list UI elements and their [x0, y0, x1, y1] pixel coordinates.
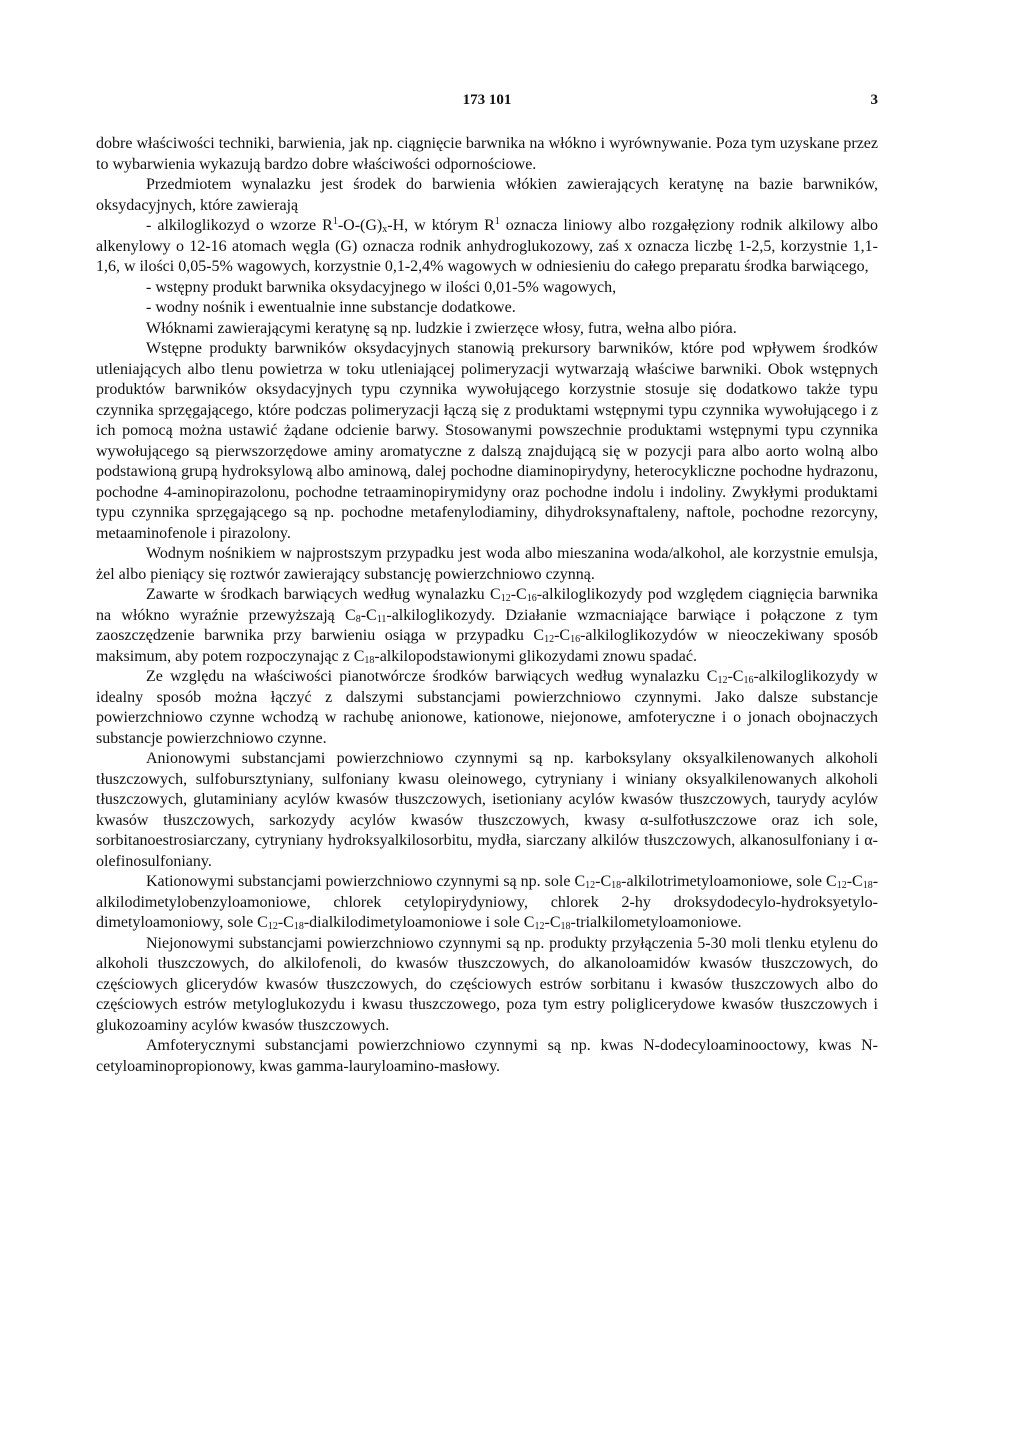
subscript: 16: [526, 593, 537, 604]
text-run: -C: [277, 914, 294, 931]
text-run: Kationowymi substancjami powierzchniowo czynnymi są np. sole C: [146, 873, 586, 890]
text-run: Przedmiotem wynalazku jest środek do barwienia włókien zawierających keratynę na bazie barwników, oksydacyjnych, które zawierają: [96, 176, 878, 214]
subscript: 16: [570, 634, 581, 645]
subscript: 18: [611, 880, 622, 891]
text-run: - wodny nośnik i ewentualnie inne substancje dodatkowe.: [146, 299, 516, 316]
document-body: [96, 134, 878, 1077]
text-run: - wstępny produkt barwnika oksydacyjnego w ilości 0,01-5% wagowych,: [146, 278, 617, 296]
text-run: -trialkilometyloamoniowe.: [570, 914, 742, 931]
text-run: -alkiloglikozydy pod względem ciągnięcia barwnika na włókno wyraźnie przewyższają C: [96, 586, 879, 624]
subscript: 18: [862, 880, 873, 891]
text-run: -C: [595, 873, 612, 890]
subscript: 12: [544, 634, 555, 645]
paragraph: [96, 319, 878, 340]
text-run: -alkiloglikozydów w nieoczekiwany sposób maksimum, aby potem rozpoczynając z C: [96, 627, 879, 665]
text-run: -C: [510, 586, 527, 603]
paragraph: [96, 585, 878, 667]
subscript: 12: [836, 880, 847, 891]
text-run: Niejonowymi substancjami powierzchniowo czynnymi są np. produkty przyłączenia 5-30 moli tlenku etylenu do alkoholi tłuszczowych, do alkilofenoli, do kwasów tłuszczowych, do alkanoloamidów kwasów tłuszczowych, do częściowych glicerydów kwasów tłuszczowych, do częściowych estrów sorbitanu i kwasów tłuszczowych albo do częściowych estrów metyloglukozydu i kwasu tłuszczowego, poza tym estry poliglicerydowe kwasów tłuszczowych i glukozoaminy acylów kwasów tłuszczowych.: [96, 934, 878, 1034]
text-run: -C: [360, 606, 377, 624]
text-run: -alkiloglikozydy. Działanie wzmacniające barwiące i połączone z tym zaoszczędzenie barwnika przy barwieniu osiąga w przypadku C: [96, 606, 878, 644]
subscript: 16: [743, 675, 754, 686]
paragraph: [96, 544, 878, 585]
text-run: -C: [554, 627, 571, 644]
paragraph: [96, 339, 878, 544]
paragraph: [96, 872, 878, 934]
text-run: -O-(G): [337, 217, 383, 234]
list-item: [96, 278, 878, 299]
patent-number: 173 101: [462, 92, 512, 108]
page-number: 3: [870, 92, 878, 108]
text-run: -alkilopodstawionymi glikozydami znowu spadać.: [374, 647, 697, 665]
text-run: Wstępne produkty barwników oksydacyjnych stanowią prekursory barwników, które pod wpływem środków utleniających albo tlenu powietrza w toku utleniającej polimeryzacji wytwarzają właściwe barwniki. Obok wstępnych produktów barwników oksydacyjnych typu czynnika wywołującego korzystnie stosuje się dodatkowo także typu czynnika sprzęgającego, które podczas polimeryzacji łączą się z produktami wstępnymi typu czynnika wywołującego i z ich pomocą można ustawić żądane odcienie barwy. Stosowanymi powszechnie produktami wstępnymi typu czynnika wywołującego są pierwszorzędowe aminy aromatyczne z dalszą znajdującą się w pozycji para albo aorto wolną albo podstawioną grupą hydroksylową albo aminową, dalej pochodne diaminopirydyny, heterocykliczne pochodne hydrazonu, pochodne 4-aminopirazolonu, pochodne tetraaminopirymidyny oraz pochodne indolu i indoliny. Zwykłymi produktami typu czynnika sprzęgającego są np. pochodne metafenylodiaminy, dihydroksynaftaleny, naftole, pochodne rezorcyny, metaaminofenole i pirazolony.: [96, 340, 878, 542]
list-item: [96, 216, 878, 278]
text-run: oznacza liniowy albo rozgałęziony rodnik alkilowy albo alkenylowy o 12-16 atomach węgla (G) oznacza rodnik anhydroglukozowy, zaś x oznacza liczbę 1-2,5, korzystnie 1,1-1,6, w ilości 0,05-5% wagowych, korzystnie 0,1-2,4% wagowych w odniesieniu do całego preparatu środka barwiącego,: [96, 217, 879, 275]
text-run: Włóknami zawierającymi keratynę są np. ludzkie i zwierzęce włosy, futra, wełna albo pióra.: [146, 319, 737, 337]
superscript: 1: [494, 216, 500, 227]
subscript: 12: [500, 593, 511, 604]
subscript: x: [382, 224, 388, 235]
text-run: -C: [846, 873, 863, 890]
text-run: Ze względu na właściwości pianotwórcze środków barwiących według wynalazku C: [146, 668, 718, 685]
paragraph: [96, 175, 878, 216]
paragraph: [96, 667, 878, 749]
subscript: 12: [585, 880, 596, 891]
text-run: Wodnym nośnikiem w najprostszym przypadku jest woda albo mieszanina woda/alkohol, ale korzystnie emulsja, żel albo pieniący się roztwór zawierający substancję powierzchniowo czynną.: [96, 545, 878, 583]
paragraph: [96, 934, 878, 1037]
subscript: 18: [364, 654, 375, 666]
subscript: 18: [293, 921, 304, 932]
text-run: Amfoterycznymi substancjami powierzchniowo czynnymi są np. kwas N-dodecyloaminooctowy, kwas N-cetyloaminopropionowy, kwas gamma-lauryloamino-masłowy.: [96, 1037, 878, 1075]
subscript: 18: [560, 921, 571, 932]
page-header: [96, 92, 878, 116]
paragraph: [96, 134, 878, 175]
text-run: dobre właściwości techniki, barwienia, jak np. ciągnięcie barwnika na włókno i wyrównywanie. Poza tym uzyskane przez to wybarwienia wykazują bardzo dobre właściwości odpornościowe.: [96, 135, 878, 173]
subscript: 12: [534, 921, 545, 932]
subscript: 12: [717, 675, 728, 686]
text-run: -alkilotrimetyloamoniowe, sole C: [621, 873, 837, 890]
text-run: -C: [727, 668, 744, 685]
subscript: 11: [376, 613, 387, 625]
text-run: - alkiloglikozyd o wzorze R: [146, 217, 333, 234]
subscript: 12: [267, 921, 278, 932]
paragraph: [96, 1036, 878, 1077]
text-run: Zawarte w środkach barwiących według wynalazku C: [146, 586, 501, 603]
text-run: -H, w którym R: [387, 217, 495, 234]
text-run: -C: [544, 914, 561, 931]
text-run: Anionowymi substancjami powierzchniowo czynnymi są np. karboksylany oksyalkilenowanych alkoholi tłuszczowych, sulfobursztyniany, sulfoniany kwasu oleinowego, cytryniany i winiany oksyalkilenowanych alkoholi tłuszczowych, glutaminiany acylów kwasów tłuszczowych, isetioniany acylów kwasów tłuszczowych, taurydy acylów kwasów tłuszczowych, sarkozydy acylów kwasów tłuszczowych, kwasy α-sulfotłuszczowe oraz ich sole, sorbitanoestrosiarczany, cytryniany hydroksyalkilosorbitu, mydła, siarczany alkilów tłuszczowych, alkanosulfoniany i α-olefinosulfoniany.: [96, 750, 878, 870]
text-run: -alkilodimetylobenzyloamoniowe, chlorek cetylopirydyniowy, chlorek 2-hy droksydodecylo-hydroksyetylo-dimetyloamoniowy, sole C: [96, 873, 879, 931]
text-run: -alkiloglikozydy w idealny sposób można łączyć z dalszymi substancjami powierzchniowo czynnymi. Jako dalsze substancje powierzchniowo czynne wchodzą w rachubę anionowe, kationowe, niejonowe, amfoteryczne i o jonach obojnaczych substancje powierzchniowo czynne.: [96, 668, 879, 747]
subscript: 8: [355, 613, 361, 625]
text-run: -dialkilodimetyloamoniowe i sole C: [303, 914, 535, 931]
paragraph: [96, 749, 878, 872]
superscript: 1: [332, 216, 338, 227]
list-item: [96, 298, 878, 319]
